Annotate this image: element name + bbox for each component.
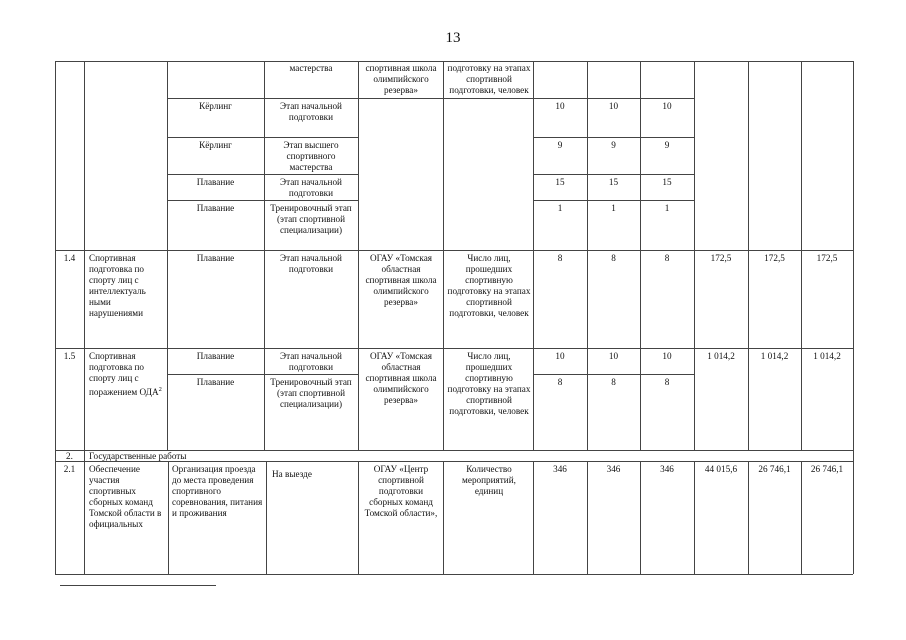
row-rule — [167, 374, 358, 375]
col-rule — [443, 461, 444, 574]
stage-cell: Этап начальной подготовки — [280, 101, 342, 122]
sport-cell: Плавание — [196, 377, 235, 387]
col-rule — [358, 461, 359, 574]
col-rule — [748, 461, 749, 574]
row-number-cell: 1.5 — [63, 351, 76, 361]
sport-cell: Плавание — [196, 177, 235, 187]
row-rule — [533, 174, 694, 175]
service-form-cell: На выезде — [272, 469, 312, 479]
indicator-cell: Количество мероприятий, единиц — [462, 464, 516, 496]
stage-cell: Этап высшего спортивного мастерства — [283, 140, 339, 172]
funding-year3-cell: 172,5 — [816, 253, 838, 263]
col-rule — [84, 61, 85, 450]
row-rule — [167, 174, 358, 175]
organization-cell: спортивная школа олимпийского резерва» — [365, 63, 437, 95]
stage-cell: Тренировочный этап (этап спортивной специализации) — [270, 377, 352, 409]
funding-year1-cell: 44 015,6 — [704, 464, 738, 474]
stage-cell: мастерства — [289, 63, 333, 73]
col-rule — [443, 61, 444, 450]
col-rule — [640, 461, 641, 574]
volume-year2-cell: 8 — [611, 253, 616, 263]
sport-cell: Плавание — [196, 203, 235, 213]
stage-cell: Этап начальной подготовки — [280, 177, 342, 198]
sport-cell: Плавание — [196, 253, 235, 263]
service-name-cell — [89, 351, 165, 398]
row-rule — [533, 137, 694, 138]
volume-year1-cell: 9 — [557, 140, 563, 150]
volume-year3-cell: 15 — [662, 177, 672, 187]
volume-year2-cell: 1 — [611, 203, 616, 213]
volume-year1-cell: 346 — [553, 464, 567, 474]
organization-cell: ОГАУ «Томская областная спортивная школа олимпийского резерва» — [365, 253, 437, 307]
col-rule — [266, 461, 267, 574]
volume-year3-cell: 9 — [664, 140, 670, 150]
volume-year3-cell: 10 — [662, 101, 672, 111]
col-rule — [84, 450, 85, 461]
footnote-separator — [60, 585, 216, 586]
col-rule — [694, 461, 695, 574]
service-name-text: Спортивная подготовка по спорту лиц с поражением ОДА — [89, 351, 159, 398]
sport-cell: Кёрлинг — [199, 101, 232, 111]
row-number-cell: 1.4 — [63, 253, 76, 263]
stage-cell: Тренировочный этап (этап спортивной специализации) — [270, 203, 352, 235]
service-content-cell: Организация проезда до места проведения спортивного соревнования, питания и проживания — [172, 464, 263, 518]
volume-year1-cell: 10 — [555, 351, 565, 361]
service-name-cell: Обеспечение участия спортивных сборных команд Томской области в официальных — [89, 464, 162, 529]
volume-year1-cell: 10 — [555, 101, 565, 111]
col-rule — [358, 61, 359, 450]
table-right-border — [853, 61, 854, 574]
page-number: 13 — [445, 30, 461, 46]
row-rule — [55, 250, 853, 251]
col-rule — [587, 461, 588, 574]
col-rule — [264, 61, 265, 450]
row-rule — [533, 98, 694, 99]
volume-year2-cell: 10 — [608, 351, 619, 361]
volume-year2-cell: 8 — [611, 377, 616, 387]
section-title: Государственные работы — [89, 451, 187, 461]
footnote-mark: 2 — [158, 386, 162, 393]
indicator-cell: подготовку на этапах спортивной подготовки, человек — [447, 63, 531, 95]
funding-year2-cell: 26 746,1 — [758, 464, 791, 474]
table-left-border — [55, 61, 56, 574]
volume-year3-cell: 346 — [660, 464, 674, 474]
row-rule — [533, 374, 694, 375]
sport-cell: Кёрлинг — [199, 140, 232, 150]
volume-year2-cell: 346 — [606, 464, 621, 474]
service-name-cell: Спортивная подготовка по спорту лиц с интеллектуаль ными нарушениями — [89, 253, 146, 318]
section-number: 2. — [66, 451, 73, 461]
volume-year3-cell: 10 — [662, 351, 672, 361]
volume-year3-cell: 1 — [664, 203, 670, 213]
table-bottom-border — [55, 574, 853, 575]
table-top-border — [55, 61, 853, 62]
col-rule — [84, 461, 85, 574]
indicator-cell: Число лиц, прошедших спортивную подготовку на этапах спортивной подготовки, человек — [447, 351, 531, 416]
row-rule — [55, 348, 853, 349]
volume-year3-cell: 8 — [664, 377, 670, 387]
funding-year3-cell: 26 746,1 — [810, 464, 844, 474]
funding-year1-cell: 172,5 — [710, 253, 732, 263]
volume-year2-cell: 15 — [608, 177, 619, 187]
volume-year1-cell: 8 — [557, 377, 563, 387]
indicator-cell: Число лиц, прошедших спортивную подготовку на этапах спортивной подготовки, человек — [447, 253, 531, 318]
row-rule — [167, 137, 358, 138]
col-rule — [533, 461, 534, 574]
volume-year2-cell: 10 — [608, 101, 619, 111]
row-number-cell: 2.1 — [63, 464, 76, 474]
organization-cell: ОГАУ «Томская областная спортивная школа олимпийского резерва» — [365, 351, 437, 405]
volume-year2-cell: 9 — [611, 140, 616, 150]
funding-year3-cell: 1 014,2 — [813, 351, 841, 361]
row-rule — [533, 200, 694, 201]
funding-year1-cell: 1 014,2 — [707, 351, 735, 361]
col-rule — [801, 461, 802, 574]
sport-cell: Плавание — [196, 351, 235, 361]
row-rule — [167, 200, 358, 201]
stage-cell: Этап начальной подготовки — [280, 351, 342, 372]
volume-year1-cell: 1 — [557, 203, 563, 213]
row-rule — [167, 98, 533, 99]
volume-year1-cell: 15 — [555, 177, 565, 187]
volume-year3-cell: 8 — [664, 253, 670, 263]
funding-year2-cell: 1 014,2 — [760, 351, 789, 361]
funding-year2-cell: 172,5 — [764, 253, 785, 263]
stage-cell: Этап начальной подготовки — [280, 253, 342, 274]
volume-year1-cell: 8 — [557, 253, 563, 263]
organization-cell: ОГАУ «Центр спортивной подготовки сборных команд Томской области», — [364, 464, 438, 518]
col-rule — [168, 461, 169, 574]
